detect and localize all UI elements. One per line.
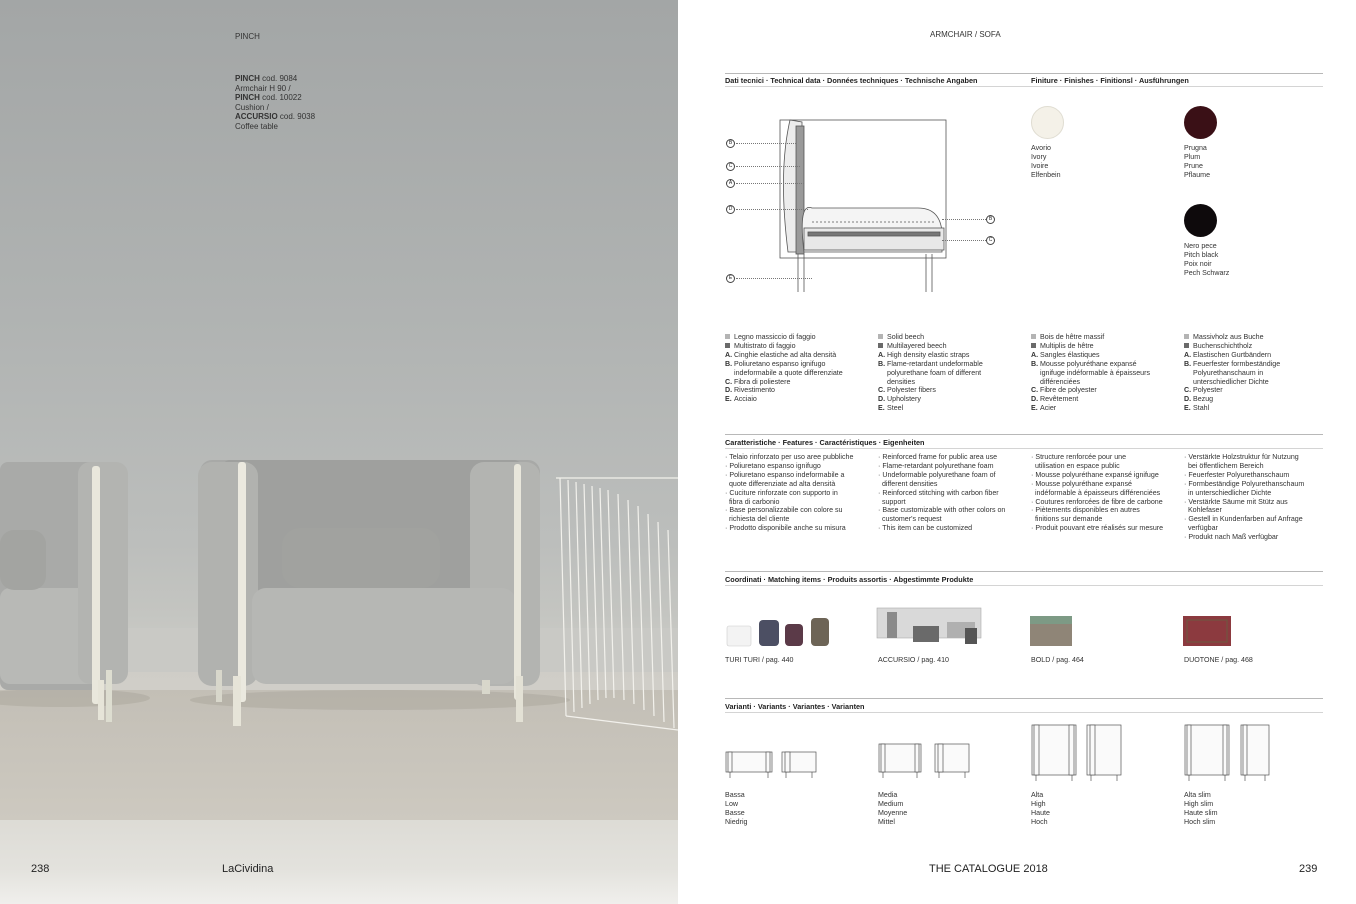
material-solid-label: Legno massiccio di faggio [734,333,816,341]
material-item [1031,378,1150,387]
material-text: High density elastic straps [887,350,970,359]
callout-leader [736,278,812,279]
armchair-left [0,462,128,722]
variant-labels [878,791,907,827]
variant-name: Medium [878,799,904,808]
material-text: Feuerfester formbeständige [1193,359,1281,368]
caption-line [235,93,315,103]
feature-line: verfügbar [1184,524,1218,533]
material-text: Upholstery [887,395,921,404]
material-item [1184,395,1280,404]
accursio-thumbnail [877,608,981,644]
finish-name: Pech Schwarz [1184,268,1230,277]
variant-name: Niedrig [725,817,748,826]
material-item [1031,369,1150,378]
material-item [878,386,983,395]
material-text: différenciées [1040,377,1081,386]
feature-line: · Mousse polyuréthane expansé ignifuge [1031,470,1159,479]
material-item [725,386,843,395]
feature-line: Kohlefaser [1184,506,1222,515]
finish-swatch [1031,106,1064,139]
material-letter: E. [1184,404,1191,413]
finish-name: Avorio [1031,144,1051,152]
material-letter: A. [1184,350,1192,359]
material-text: indeformabile a quote differenziate [734,368,843,377]
material-letter: D. [878,395,886,404]
material-item [1031,395,1150,404]
feature-line: · Prodotto disponibile anche su misura [725,524,846,533]
caption-product-name: PINCH [235,93,260,102]
callout-leader [736,183,804,184]
material-item [1184,360,1280,369]
feature-line: · Produit pouvant etre réalisés sur mesure [1031,524,1164,533]
caption-line [235,122,315,132]
technical-heading: Dati tecnici · Technical data · Données techniques · Technische Angaben [725,76,978,85]
caption-product-name: ACCURSIO [235,112,278,121]
material-item [725,369,843,378]
matching-heading-rule [725,585,1323,586]
material-text: Flame-retardant undeformable [887,359,983,368]
page-number-left: 238 [31,863,50,875]
feature-line: customer's request [878,515,942,524]
finish-name: Ivoire [1031,161,1049,170]
features-column [878,453,1005,533]
matching-item-link[interactable]: DUOTONE / pag. 468 [1184,656,1253,664]
material-item [1031,386,1150,395]
material-multi-label: Multistrato di faggio [734,341,796,350]
feature-line: · Flame-retardant polyurethane foam [878,461,994,470]
callout-b: B [726,139,735,148]
material-solid [1184,333,1280,342]
finish-name: Plum [1184,152,1201,161]
feature-line: richiesta del cliente [725,515,790,524]
caption-product-name: PINCH [235,74,260,83]
material-text: Polyester fibers [887,386,936,395]
legend-square-dark [878,343,883,348]
variant-name: Haute [1031,808,1050,817]
features-column [1184,453,1304,542]
material-letter: B. [878,359,886,368]
catalogue-title: THE CATALOGUE 2018 [929,863,1048,875]
material-letter: E. [725,395,732,404]
finish-name: Prugna [1184,144,1207,152]
finish-name: Nero pece [1184,242,1217,250]
material-text: Acciaio [734,395,757,404]
feature-line: · Verstärkte Säume mit Stütz aus [1184,497,1288,506]
feature-line: · Feuerfester Polyurethanschaum [1184,470,1290,479]
callout-leader [942,219,986,220]
material-text: Elastischen Gurtbändern [1193,350,1272,359]
variant-name: Mittel [878,817,895,826]
finish-name: Pflaume [1184,170,1211,179]
material-letter: C. [1184,386,1192,395]
material-solid-label: Massivholz aus Buche [1193,333,1264,341]
photo-caption [235,74,315,131]
material-item [725,395,843,404]
finish-names [1031,144,1061,180]
section-drawing [768,112,968,302]
feature-line: support [878,497,906,506]
turi-turi-thumbnail [727,618,829,646]
feature-line: · Base personalizzabile con colore su [725,506,843,515]
material-text: Revêtement [1040,395,1079,404]
feature-line: · Reinforced stitching with carbon fiber [878,488,999,497]
features-heading-rule [725,448,1323,449]
right-header: ARMCHAIR / SOFA [930,30,1001,39]
variants-heading-rule [725,712,1323,713]
material-text: Stahl [1193,404,1210,413]
left-header: PINCH [235,32,260,41]
matching-item-link[interactable]: ACCURSIO / pag. 410 [878,656,949,664]
material-text: Polyester [1193,386,1223,395]
features-heading: Caratteristiche · Features · Caractéristiques · Eigenheiten [725,438,925,447]
feature-line: · Produkt nach Maß verfügbar [1184,533,1279,542]
variants-heading: Varianti · Variants · Variantes · Varianten [725,702,865,711]
feature-line: indéformable à épaisseurs différenciées [1031,488,1161,497]
variant-name: Bassa [725,791,745,799]
material-letter: D. [725,386,733,395]
variant-name: Hoch [1031,817,1048,826]
variant-name: Alta [1031,791,1044,799]
variant-name: Haute slim [1184,808,1218,817]
variant-name: High [1031,799,1046,808]
wire-coffee-table [556,478,678,730]
matching-rule [725,571,1323,572]
feature-line: quote differenziate ad alta densità [725,479,836,488]
material-item [725,360,843,369]
variant-labels [725,791,747,827]
caption-text: cod. 10022 [259,93,302,102]
material-item [878,369,983,378]
material-letter: B. [1031,359,1039,368]
duotone-thumbnail [1183,616,1231,646]
variant-name: Basse [725,808,745,817]
material-letter: A. [878,350,886,359]
feature-line: · Piètements disponibles en autres [1031,506,1140,515]
caption-line [235,74,315,84]
material-letter: D. [1031,395,1039,404]
feature-line: · Gestell in Kundenfarben auf Anfrage [1184,515,1303,524]
material-letter: B. [725,359,733,368]
callout-c: C [726,162,735,171]
material-solid [878,333,983,342]
material-item [878,378,983,387]
material-text: Fibre de polyester [1040,386,1097,395]
material-text: Fibra di poliestere [734,377,791,386]
features-rule [725,434,1323,435]
material-item [1184,386,1280,395]
feature-line: finitions sur demande [1031,515,1103,524]
finish-name: Elfenbein [1031,170,1061,179]
materials-column [1184,333,1280,413]
callout-leader [942,240,986,241]
technical-page [678,0,1356,904]
material-text: Acier [1040,404,1057,413]
variant-name: High slim [1184,799,1214,808]
caption-text: Armchair H 90 / [235,83,291,93]
material-multi-label: Multiplis de hêtre [1040,341,1094,350]
materials-column [878,333,983,413]
material-letter: D. [1184,395,1192,404]
variant-name: Media [878,791,898,799]
feature-line: · Cuciture rinforzate con supporto in [725,488,838,497]
material-item [1031,351,1150,360]
material-text: Bezug [1193,395,1214,404]
finish-name: Poix noir [1184,259,1212,268]
caption-text: Cushion / [235,102,269,112]
material-solid [1031,333,1150,342]
feature-line: · Structure renforcée pour une [1031,453,1127,461]
legend-square-dark [1184,343,1189,348]
feature-line: different densities [878,479,938,488]
variant-drawings [725,722,1325,784]
material-letter: C. [878,386,886,395]
feature-line: · Undeformable polyurethane foam of [878,470,996,479]
feature-line: · Reinforced frame for public area use [878,453,998,461]
finish-swatch [1184,204,1217,237]
material-item [1184,378,1280,387]
material-solid [725,333,843,342]
features-column [725,453,853,533]
feature-line: · Coutures renforcées de fibre de carbone [1031,497,1163,506]
caption-text: Coffee table [235,121,278,131]
legend-square-light [1184,334,1189,339]
material-multi-label: Multilayered beech [887,341,947,350]
material-text: Polyurethanschaum in [1193,368,1264,377]
callout-d: D [726,205,735,214]
material-multi-label: Buchenschichtholz [1193,341,1253,350]
material-text: Poliuretano espanso ignifugo [734,359,826,368]
finish-names [1184,144,1210,180]
callout-c: C [986,236,995,245]
caption-line [235,103,315,113]
material-letter: B. [1184,359,1192,368]
finish-swatch [1184,106,1217,139]
legend-square-dark [1031,343,1036,348]
material-text: unterschiedlicher Dichte [1193,377,1269,386]
material-item [1031,404,1150,413]
feature-line: · Base customizable with other colors on [878,506,1006,515]
variant-name: Alta slim [1184,791,1211,799]
callout-leader [736,143,796,144]
matching-heading: Coordinati · Matching items · Produits assortis · Abgestimmte Produkte [725,575,974,584]
feature-line: · Formbeständige Polyurethanschaum [1184,479,1305,488]
material-text: Mousse polyuréthane expansé [1040,359,1137,368]
armchair-main [198,460,540,726]
feature-line: · Mousse polyuréthane expansé [1031,479,1132,488]
materials-column [725,333,843,404]
material-item [725,351,843,360]
material-multi [1184,342,1280,351]
feature-line: · Poliuretano espanso ignifugo [725,461,821,470]
legend-square-light [1031,334,1036,339]
brand-name: LaCividina [222,863,274,875]
caption-line [235,84,315,94]
heading-rule [725,86,1323,87]
callout-leader [736,209,808,210]
material-solid-label: Solid beech [887,333,925,341]
callout-b: B [986,215,995,224]
material-text: Sangles élastiques [1040,350,1100,359]
callout-e: E [726,274,735,283]
caption-line [235,112,315,122]
material-text: polyurethane foam of different [887,368,982,377]
matching-item-link[interactable]: BOLD / pag. 464 [1031,656,1084,664]
legend-square-dark [725,343,730,348]
finish-names [1184,242,1229,278]
material-item [1184,351,1280,360]
material-letter: C. [725,377,733,386]
feature-line: utilisation en espace public [1031,461,1120,470]
material-text: Rivestimento [734,386,776,395]
feature-line: fibra di carbonio [725,497,780,506]
material-item [878,404,983,413]
material-letter: A. [725,350,733,359]
material-solid-label: Bois de hêtre massif [1040,333,1105,341]
feature-line: · Telaio rinforzato per uso aree pubbliche [725,453,854,461]
page-number-right: 239 [1299,863,1318,875]
material-letter: E. [1031,404,1038,413]
caption-text: cod. 9038 [277,112,316,121]
material-item [878,395,983,404]
material-letter: A. [1031,350,1039,359]
callout-a: A [726,179,735,188]
material-text: Steel [887,404,904,413]
material-text: ignifuge indéformable à épaisseurs [1040,368,1151,377]
variant-name: Moyenne [878,808,908,817]
feature-line: bei öffentlichem Bereich [1184,461,1264,470]
material-multi [1031,342,1150,351]
legend-square-light [878,334,883,339]
material-item [878,351,983,360]
material-text: Cinghie elastiche ad alta densità [734,350,837,359]
finish-name: Prune [1184,161,1203,170]
features-column [1031,453,1163,533]
material-multi [725,342,843,351]
material-item [1031,360,1150,369]
finish-name: Pitch black [1184,250,1219,259]
top-rule [725,73,1323,74]
material-letter: C. [1031,386,1039,395]
material-item [1184,369,1280,378]
material-letter: E. [878,404,885,413]
feature-line: · This item can be customized [878,524,973,533]
material-text: densities [887,377,915,386]
matching-thumbnails [725,600,1325,652]
bold-thumbnail [1030,616,1072,646]
material-item [725,378,843,387]
variant-name: Low [725,799,739,808]
materials-column [1031,333,1150,413]
finishes-heading: Finiture · Finishes · Finitionsl · Ausführungen [1031,76,1189,85]
feature-line: · Poliuretano espanso indeformabile a [725,470,845,479]
legend-square-light [725,334,730,339]
variant-name: Hoch slim [1184,817,1216,826]
material-item [1184,404,1280,413]
material-multi [878,342,983,351]
variant-labels [1031,791,1050,827]
material-item [878,360,983,369]
matching-item-link[interactable]: TURI TURI / pag. 440 [725,656,794,664]
feature-line: · Verstärkte Holzstruktur für Nutzung [1184,453,1299,461]
finish-name: Ivory [1031,152,1047,161]
caption-text: cod. 9084 [259,74,298,83]
feature-line: in unterschiedlicher Dichte [1184,488,1272,497]
variant-labels [1184,791,1218,827]
variants-rule [725,698,1323,699]
callout-leader [736,166,800,167]
